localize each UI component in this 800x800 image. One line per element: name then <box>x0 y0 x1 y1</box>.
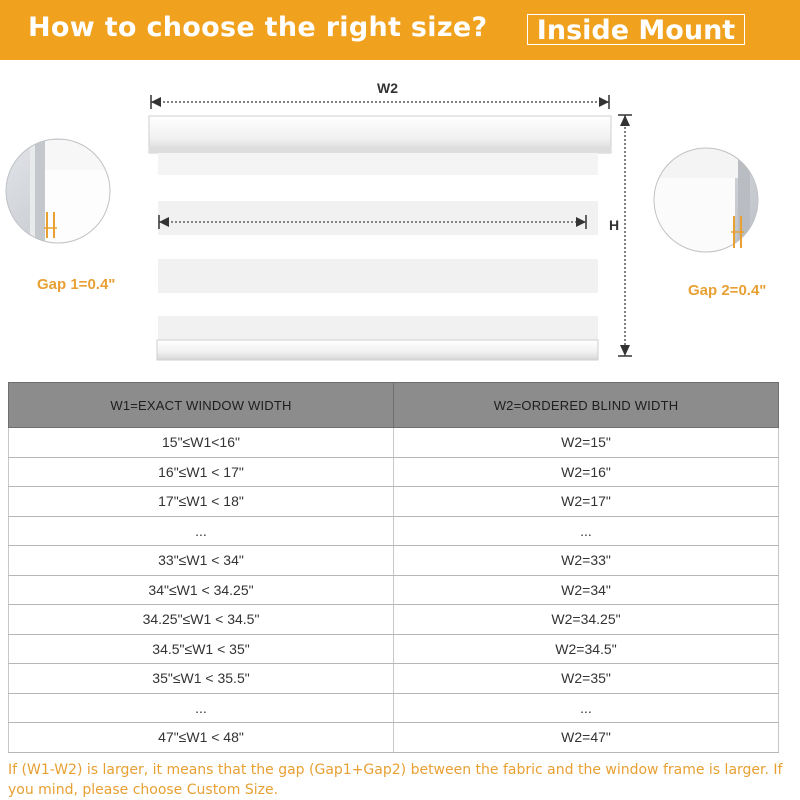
w1-cell: 33"≤W1 < 34" <box>9 546 394 576</box>
table-row <box>9 428 779 458</box>
column-header-w1: W1=EXACT WINDOW WIDTH <box>9 383 394 428</box>
w2-cell: ... <box>394 516 779 546</box>
bottom-rail <box>157 340 598 360</box>
fabric-stripes <box>158 153 598 340</box>
table-row <box>9 664 779 694</box>
w1-cell: 15"≤W1<16" <box>9 428 394 458</box>
right-gap-detail <box>650 145 762 258</box>
w1-cell: 34.5"≤W1 < 35" <box>9 634 394 664</box>
w2-cell: W2=33" <box>394 546 779 576</box>
page-title: How to choose the right size? <box>28 12 488 43</box>
h-dimension-line <box>618 115 632 356</box>
left-gap-detail <box>0 135 130 255</box>
table-row <box>9 546 779 576</box>
w2-cell: W2=47" <box>394 723 779 753</box>
w1-cell: 47"≤W1 < 48" <box>9 723 394 753</box>
table-header-row <box>9 383 779 428</box>
header-banner <box>0 0 800 60</box>
w1-cell: 17"≤W1 < 18" <box>9 487 394 517</box>
gap2-label: Gap 2=0.4" <box>688 282 767 299</box>
w2-dimension-line <box>151 95 609 109</box>
w1-cell: ... <box>9 693 394 723</box>
table-row <box>9 693 779 723</box>
table-row <box>9 575 779 605</box>
w2-label: W2 <box>377 80 398 96</box>
w2-cell: W2=16" <box>394 457 779 487</box>
w2-cell: W2=17" <box>394 487 779 517</box>
w1-cell: 16"≤W1 < 17" <box>9 457 394 487</box>
w2-cell: W2=34" <box>394 575 779 605</box>
blind-diagram <box>0 60 800 380</box>
blind-illustration <box>0 60 800 380</box>
w2-cell: W2=15" <box>394 428 779 458</box>
size-note: If (W1-W2) is larger, it means that the gap (Gap1+Gap2) between the fabric and the window frame is larger. If you mind, please choose Custom Size. <box>8 762 783 798</box>
headrail <box>149 116 611 153</box>
gap1-label: Gap 1=0.4" <box>37 276 116 293</box>
w2-cell: W2=35" <box>394 664 779 694</box>
table-row <box>9 605 779 635</box>
table-row <box>9 516 779 546</box>
column-header-w2: W2=ORDERED BLIND WIDTH <box>394 383 779 428</box>
w2-cell: W2=34.25" <box>394 605 779 635</box>
w1-cell: 34.25"≤W1 < 34.5" <box>9 605 394 635</box>
w1-cell: 35"≤W1 < 35.5" <box>9 664 394 694</box>
w2-cell: ... <box>394 693 779 723</box>
table-row <box>9 723 779 753</box>
table-row <box>9 487 779 517</box>
w2-cell: W2=34.5" <box>394 634 779 664</box>
table-row <box>9 634 779 664</box>
w1-cell: 34"≤W1 < 34.25" <box>9 575 394 605</box>
h-label: H <box>609 217 620 233</box>
inside-mount-badge: Inside Mount <box>527 14 745 45</box>
table-row <box>9 457 779 487</box>
size-table <box>8 382 779 753</box>
w1-cell: ... <box>9 516 394 546</box>
